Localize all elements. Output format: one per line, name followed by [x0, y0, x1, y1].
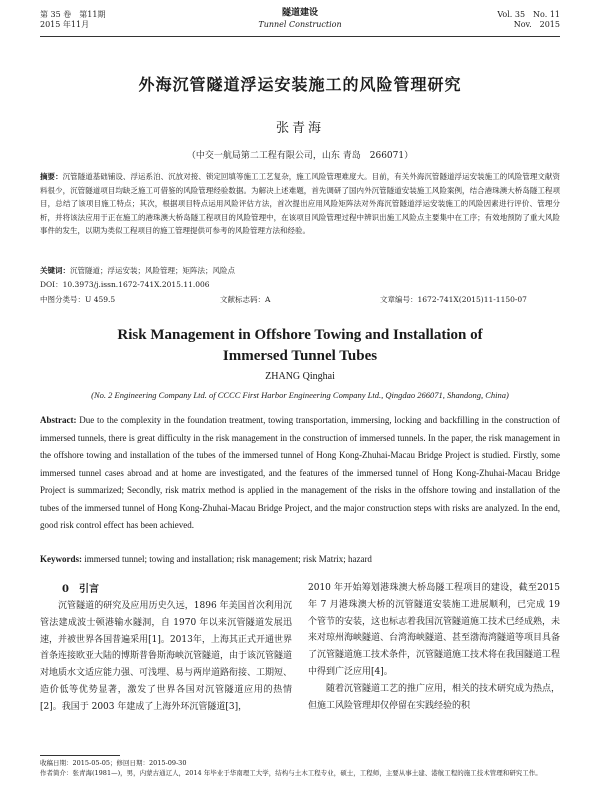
header-volume: 第 35 卷 第11期	[40, 10, 106, 19]
header-volume-info-en	[497, 10, 560, 30]
affiliation-cn: （中交一航局第二工程有限公司，山东 青岛 266071）	[186, 151, 414, 161]
affiliation-en: (No. 2 Engineering Company Ltd. of CCCC First Harbor Engineering Company Ltd., Qingdao 266071, Shandong, China)	[91, 390, 509, 400]
journal-name-cn: 隧道建设	[281, 8, 318, 18]
keywords-cn	[40, 265, 560, 277]
author-cn: 张青海	[275, 121, 324, 136]
clc-number: 中图分类号：U 459.5	[40, 295, 116, 304]
title-cn: 外海沉管隧道浮运安装施工的风险管理研究	[138, 75, 462, 94]
body-paragraph: 随着沉管隧道工艺的推广应用，相关的技术研究成为热点，但施工风险管理却仅停留在实践经验的积	[308, 683, 561, 711]
keywords-en	[40, 552, 560, 566]
footnote-divider	[40, 755, 120, 756]
title-en-line2: Immersed Tunnel Tubes	[222, 348, 378, 364]
journal-name-en: Tunnel Construction	[258, 20, 342, 29]
abstract-en-text: Due to the complexity in the foundation treatment, towing transportation, immersing, locking and backfilling in the construction of immersed tunnels, there is great difficulty in the risk management in the construction of immersed tunnels. In the paper, the risk management in the offshore towing and installation of the tubes of the immersed tunnel of Hong Kong-Zhuhai-Macau Bridge Project is studied. Firstly, some immersed tunnel cases abroad and at home are investigated, and the features of the immersed tunnel of Hong Kong-Zhuhai-Macau Bridge Project is summarized; Secondly, risk matrix method is applied in the management of the risks in the offshore towing and installation of the tubes of the immersed tunnel of Hong Kong-Zhuhai-Macau Bridge Project, and the major construction steps with risks are analyzed. In the end, good risk control effect has been achieved.	[40, 415, 561, 530]
body-paragraph: 2010 年开始筹划港珠澳大桥岛隧工程项目的建设，截至2015 年 7 月港珠澳大桥的沉管隧道安装施工进展顺利，已完成 19 个管节的安装，这也标志着我国沉管隧道施工技术已经成熟，未来对琼州海峡隧道、台湾海峡隧道、甚至渤海湾隧道等项目具备了沉管隧道施工技术条件，沉管隧道施工技术将在我国隧道工程中得到广泛应用[4]。	[308, 583, 561, 677]
title-en	[0, 325, 600, 367]
body-column-right	[308, 580, 560, 714]
abstract-en	[40, 412, 560, 535]
header-date-en: Nov. 2015	[513, 20, 560, 29]
abstract-cn-label: 摘要：	[40, 172, 63, 181]
document-code: 文献标志码：A	[220, 295, 271, 304]
author-en: ZHANG Qinghai	[265, 371, 335, 382]
title-en-line1: Risk Management in Offshore Towing and Installation of	[117, 327, 483, 343]
header-date: 2015 年11月	[40, 20, 90, 29]
keywords-en-label: Keywords:	[40, 554, 82, 564]
abstract-cn	[40, 170, 560, 238]
body-column-left: 沉管隧道的研究及应用历史久远，1896 年美国首次利用沉管法建成波士顿港输水隧洞，自 1970 年以来沉管隧道发展迅速，并被世界各国普遍采用[1]。2013年，上海其正式开通世界首条连接欧亚大陆的博斯普鲁斯海峡沉管隧道，由于该沉管隧道对地质水文适应能力强、可浅埋、易与两岸道路衔接、工期短、造价低等优势显著，激发了世界各国对沉管隧道应用的热情[2]。我国于 2003 年建成了上海外环沉管隧道[3]，	[40, 601, 293, 712]
abstract-cn-text: 沉管隧道基础铺设、浮运系泊、沉放对接、锁定回填等施工工艺复杂，施工风险管理难度大。目前，有关外海沉管隧道浮运安装施工的风险管理文献资料很少，沉管隧道项目均缺乏施工可借鉴的风险管理经验数据。为解决上述难题，首先调研了国内外沉管隧道安装施工风险案例，结合港珠澳大桥岛隧工程项目，总结了该项目施工特点；其次，根据项目特点运用风险评估方法，首次提出应用风险矩阵法对外海沉管隧道浮运安装施工的风险因素进行评价、管理分析，并将该法应用于正在施工的港珠澳大桥岛隧工程项目的风险管理中，在该项目风险管理过程中辨识出施工风险点主要集中在工序；有效地预防了重大风险事件的发生，以期为类似工程项目的施工管理提供可参考的风险管理方法和经验。	[40, 172, 561, 235]
abstract-en-label: Abstract:	[40, 415, 77, 425]
footnote	[40, 758, 560, 778]
keywords-cn-label: 关键词：	[40, 266, 70, 275]
header-volume-en: Vol. 35 No. 11	[497, 10, 560, 19]
header-divider	[40, 36, 560, 37]
footnote-author-bio: 作者简介：张青海(1981—)，男，内蒙古通辽人，2014 年毕业于华南理工大学，结构与土木工程专业，硕士，工程师，主要从事土建、港航工程的施工技术管理和研究工作。	[40, 769, 542, 777]
keywords-en-text: immersed tunnel; towing and installation; risk management; risk Matrix; hazard	[84, 554, 372, 564]
doi: DOI：10.3973/j.issn.1672-741X.2015.11.006	[40, 280, 210, 289]
section-heading-intro: 0 引言	[62, 584, 99, 595]
keywords-cn-text: 沉管隧道；浮运安装；风险管理；矩阵法；风险点	[70, 266, 235, 275]
article-number: 文章编号：1672-741X(2015)11-1150-07	[380, 295, 527, 304]
footnote-dates: 收稿日期：2015-05-05；修回日期：2015-09-30	[40, 759, 187, 767]
